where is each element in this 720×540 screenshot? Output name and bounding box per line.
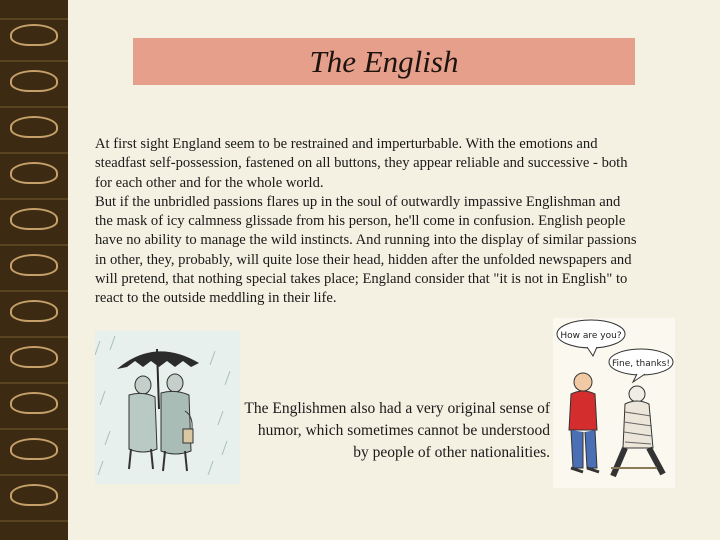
decorative-spine xyxy=(0,0,68,540)
paragraph-2: But if the unbridled passions flares up in the soul of outwardly impassive Englishman and the mask of icy calmness glissade from his person, he'll come in confusion. English people have no ability to manage the wild instincts. And running into the display of similar passions in other, they, probably, will quite lose their head, hidden after the unfolded newspapers and will pretend, that nothing special takes place; England consider that "it is not in English" to react to the outside meddling in their life. xyxy=(95,193,637,307)
body-text xyxy=(95,135,640,309)
paragraph-1: At first sight England seem to be restrained and imperturbable. With the emotions and steadfast self-possession, fastened on all buttons, they appear reliable and successive - both for each other and for the whole world. xyxy=(95,136,628,191)
how-are-you-cartoon-image xyxy=(553,318,675,488)
title-bar xyxy=(133,38,635,85)
umbrella-cartoon-image xyxy=(95,331,240,484)
speech-answer: Fine, thanks! xyxy=(612,359,670,369)
humor-caption: The Englishmen also had a very original sense of humor, which sometimes cannot be understood by people of other nationalities. xyxy=(244,400,550,461)
speech-question: How are you? xyxy=(560,331,622,341)
slide-title: The English xyxy=(309,43,459,79)
